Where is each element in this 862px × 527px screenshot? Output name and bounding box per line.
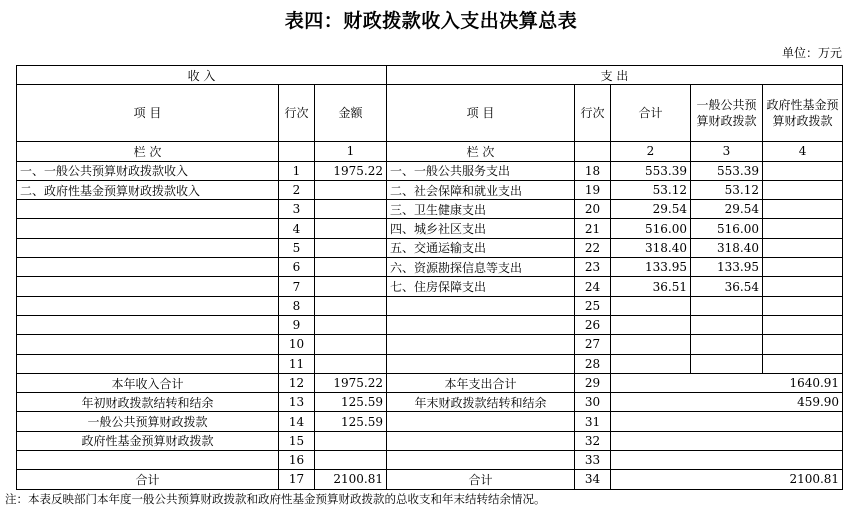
expense-total bbox=[611, 335, 691, 354]
table-row bbox=[17, 200, 843, 219]
expense-row-no: 22 bbox=[575, 238, 611, 257]
income-item bbox=[17, 451, 279, 470]
expense-fund bbox=[763, 258, 843, 277]
expense-fund-header: 政府性基金预算财政拨款 bbox=[763, 85, 843, 142]
expense-row-no: 25 bbox=[575, 296, 611, 315]
expense-total bbox=[611, 354, 691, 373]
expense-general: 53.12 bbox=[691, 180, 763, 199]
income-group-header: 收 入 bbox=[17, 66, 387, 85]
budget-table bbox=[16, 65, 843, 490]
income-amount bbox=[315, 238, 387, 257]
expense-general bbox=[691, 315, 763, 334]
income-item: 政府性基金预算财政拨款 bbox=[17, 431, 279, 450]
expense-item bbox=[387, 431, 575, 450]
income-amount bbox=[315, 296, 387, 315]
income-item-header: 项 目 bbox=[17, 85, 279, 142]
expense-total: 53.12 bbox=[611, 180, 691, 199]
expense-row-no: 23 bbox=[575, 258, 611, 277]
expense-value bbox=[611, 431, 843, 450]
expense-general bbox=[691, 354, 763, 373]
income-item: 合计 bbox=[17, 470, 279, 489]
income-row-no: 4 bbox=[279, 219, 315, 238]
expense-total: 29.54 bbox=[611, 200, 691, 219]
income-amount-header: 金额 bbox=[315, 85, 387, 142]
expense-item: 本年支出合计 bbox=[387, 373, 575, 392]
expense-row-no: 34 bbox=[575, 470, 611, 489]
income-item bbox=[17, 238, 279, 257]
expense-fund bbox=[763, 354, 843, 373]
income-item: 二、政府性基金预算财政拨款收入 bbox=[17, 180, 279, 199]
expense-item bbox=[387, 412, 575, 431]
page-title: 表四：财政拨款收入支出决算总表 bbox=[284, 10, 578, 32]
expense-item: 七、住房保障支出 bbox=[387, 277, 575, 296]
income-amount: 125.59 bbox=[315, 393, 387, 412]
income-item: 本年收入合计 bbox=[17, 373, 279, 392]
expense-item bbox=[387, 451, 575, 470]
expense-general: 553.39 bbox=[691, 161, 763, 180]
income-row-no: 10 bbox=[279, 335, 315, 354]
income-row-no: 11 bbox=[279, 354, 315, 373]
table-row bbox=[17, 354, 843, 373]
expense-general: 516.00 bbox=[691, 219, 763, 238]
income-amount bbox=[315, 258, 387, 277]
income-item bbox=[17, 354, 279, 373]
expense-item: 六、资源勘探信息等支出 bbox=[387, 258, 575, 277]
income-row-no: 12 bbox=[279, 373, 315, 392]
col2-label: 2 bbox=[611, 142, 691, 161]
expense-total: 553.39 bbox=[611, 161, 691, 180]
expense-fund bbox=[763, 335, 843, 354]
unit-label: 单位：万元 bbox=[781, 46, 842, 60]
expense-row-no: 27 bbox=[575, 335, 611, 354]
expense-fund bbox=[763, 161, 843, 180]
expense-general bbox=[691, 335, 763, 354]
expense-general: 29.54 bbox=[691, 200, 763, 219]
income-row-no: 9 bbox=[279, 315, 315, 334]
income-item bbox=[17, 200, 279, 219]
expense-row-no: 24 bbox=[575, 277, 611, 296]
summary-row bbox=[17, 412, 843, 431]
income-row-no: 8 bbox=[279, 296, 315, 315]
expense-item: 合计 bbox=[387, 470, 575, 489]
table-row bbox=[17, 335, 843, 354]
income-row-no: 17 bbox=[279, 470, 315, 489]
expense-row-no: 19 bbox=[575, 180, 611, 199]
expense-row-no: 28 bbox=[575, 354, 611, 373]
expense-value: 1640.91 bbox=[611, 373, 843, 392]
income-amount: 1975.22 bbox=[315, 161, 387, 180]
expense-value bbox=[611, 451, 843, 470]
empty-cell bbox=[575, 142, 611, 161]
income-row-no: 5 bbox=[279, 238, 315, 257]
expense-total bbox=[611, 296, 691, 315]
empty-cell bbox=[279, 142, 315, 161]
income-item: 一般公共预算财政拨款 bbox=[17, 412, 279, 431]
income-column-row-label: 栏 次 bbox=[17, 142, 279, 161]
expense-fund bbox=[763, 219, 843, 238]
income-row-no: 7 bbox=[279, 277, 315, 296]
expense-item bbox=[387, 296, 575, 315]
income-item bbox=[17, 219, 279, 238]
income-item bbox=[17, 335, 279, 354]
income-item: 一、一般公共预算财政拨款收入 bbox=[17, 161, 279, 180]
income-row-no: 13 bbox=[279, 393, 315, 412]
expense-value: 2100.81 bbox=[611, 470, 843, 489]
expense-row-no-header: 行次 bbox=[575, 85, 611, 142]
income-amount bbox=[315, 315, 387, 334]
table-row bbox=[17, 161, 843, 180]
expense-general: 36.54 bbox=[691, 277, 763, 296]
income-amount bbox=[315, 200, 387, 219]
table-row bbox=[17, 315, 843, 334]
expense-item: 五、交通运输支出 bbox=[387, 238, 575, 257]
expense-item: 二、社会保障和就业支出 bbox=[387, 180, 575, 199]
expense-general: 133.95 bbox=[691, 258, 763, 277]
expense-total-header: 合计 bbox=[611, 85, 691, 142]
income-amount: 1975.22 bbox=[315, 373, 387, 392]
income-amount bbox=[315, 431, 387, 450]
expense-row-no: 30 bbox=[575, 393, 611, 412]
expense-fund bbox=[763, 277, 843, 296]
expense-fund bbox=[763, 180, 843, 199]
income-amount bbox=[315, 277, 387, 296]
income-item bbox=[17, 315, 279, 334]
income-amount bbox=[315, 219, 387, 238]
income-amount: 2100.81 bbox=[315, 470, 387, 489]
expense-general: 318.40 bbox=[691, 238, 763, 257]
expense-fund bbox=[763, 315, 843, 334]
expense-row-no: 32 bbox=[575, 431, 611, 450]
income-row-no: 6 bbox=[279, 258, 315, 277]
income-row-no: 3 bbox=[279, 200, 315, 219]
expense-row-no: 21 bbox=[575, 219, 611, 238]
income-item bbox=[17, 277, 279, 296]
table-row bbox=[17, 219, 843, 238]
expense-fund bbox=[763, 296, 843, 315]
income-row-no-header: 行次 bbox=[279, 85, 315, 142]
expense-item: 三、卫生健康支出 bbox=[387, 200, 575, 219]
income-amount bbox=[315, 180, 387, 199]
income-row-no: 16 bbox=[279, 451, 315, 470]
expense-item-header: 项 目 bbox=[387, 85, 575, 142]
income-item bbox=[17, 296, 279, 315]
income-row-no: 15 bbox=[279, 431, 315, 450]
col1-label: 1 bbox=[315, 142, 387, 161]
expense-total: 516.00 bbox=[611, 219, 691, 238]
expense-fund bbox=[763, 238, 843, 257]
expense-item: 一、一般公共服务支出 bbox=[387, 161, 575, 180]
col3-label: 3 bbox=[691, 142, 763, 161]
income-amount bbox=[315, 451, 387, 470]
income-row-no: 14 bbox=[279, 412, 315, 431]
summary-row bbox=[17, 373, 843, 392]
expense-row-no: 33 bbox=[575, 451, 611, 470]
table-row bbox=[17, 296, 843, 315]
expense-row-no: 26 bbox=[575, 315, 611, 334]
expense-total: 318.40 bbox=[611, 238, 691, 257]
expense-item bbox=[387, 315, 575, 334]
income-row-no: 1 bbox=[279, 161, 315, 180]
summary-row bbox=[17, 431, 843, 450]
income-amount bbox=[315, 354, 387, 373]
expense-general-header: 一般公共预算财政拨款 bbox=[691, 85, 763, 142]
summary-row bbox=[17, 470, 843, 489]
income-item: 年初财政拨款结转和结余 bbox=[17, 393, 279, 412]
summary-row bbox=[17, 451, 843, 470]
expense-row-no: 18 bbox=[575, 161, 611, 180]
income-row-no: 2 bbox=[279, 180, 315, 199]
footnote: 注：本表反映部门本年度一般公共预算财政拨款和政府性基金预算财政拨款的总收支和年末结转结余情况。 bbox=[5, 492, 546, 506]
table-row bbox=[17, 238, 843, 257]
expense-item bbox=[387, 335, 575, 354]
expense-row-no: 20 bbox=[575, 200, 611, 219]
summary-row bbox=[17, 393, 843, 412]
expense-total bbox=[611, 315, 691, 334]
income-amount bbox=[315, 335, 387, 354]
table-row bbox=[17, 180, 843, 199]
table-row bbox=[17, 258, 843, 277]
expense-total: 36.51 bbox=[611, 277, 691, 296]
expense-value bbox=[611, 412, 843, 431]
expense-row-no: 31 bbox=[575, 412, 611, 431]
expense-value: 459.90 bbox=[611, 393, 843, 412]
col4-label: 4 bbox=[763, 142, 843, 161]
expense-general bbox=[691, 296, 763, 315]
income-item bbox=[17, 258, 279, 277]
expense-group-header: 支 出 bbox=[387, 66, 843, 85]
income-amount: 125.59 bbox=[315, 412, 387, 431]
table-row bbox=[17, 277, 843, 296]
expense-item: 四、城乡社区支出 bbox=[387, 219, 575, 238]
expense-item bbox=[387, 354, 575, 373]
expense-column-row-label: 栏 次 bbox=[387, 142, 575, 161]
expense-item: 年末财政拨款结转和结余 bbox=[387, 393, 575, 412]
expense-total: 133.95 bbox=[611, 258, 691, 277]
expense-fund bbox=[763, 200, 843, 219]
expense-row-no: 29 bbox=[575, 373, 611, 392]
